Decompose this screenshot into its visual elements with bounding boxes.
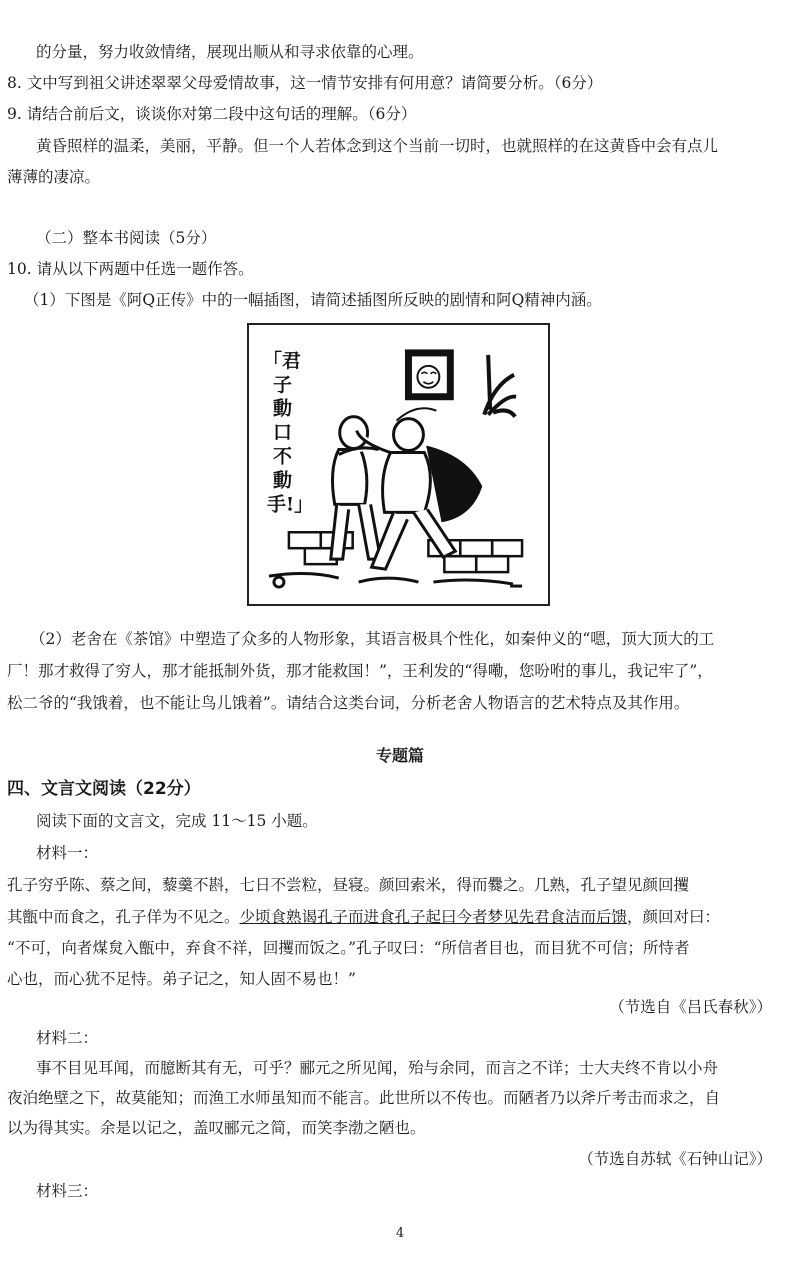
question-10-option-2: （2）老舍在《茶馆》中塑造了众多的人物形象，其语言极具个性化，如秦仲义的“嗯，顶大顶大的工 xyxy=(30,630,715,648)
material-3-label: 材料三： xyxy=(36,1182,99,1200)
caption-char: 手!」 xyxy=(266,493,314,516)
question-10-option-2-cont: 厂！那才救得了穷人，那才能抵制外货，那才能救国！”，王利发的“得嘞，您吩咐的事儿，我记牢了”， xyxy=(7,662,713,680)
caption-char: 「君 xyxy=(262,349,301,372)
material-2-text: 夜泊绝壁之下，故莫能知；而渔工水师虽知而不能言。此世所以不传也。而陋者乃以斧斤考击而求之，自 xyxy=(7,1089,721,1107)
material-2-text: 事不目见耳闻，而臆断其有无，可乎？郦元之所见闻，殆与余同，而言之不详；士大夫终不肯以小舟 xyxy=(36,1059,719,1077)
material-2-source: （节选自苏轼《石钟山记》） xyxy=(578,1150,772,1168)
caption-char: 不 xyxy=(272,445,292,468)
material-1-text: 心也，而心犹不足恃。弟子记之，知人固不易也！” xyxy=(7,970,356,988)
material-1-text: 孔子穷乎陈、蔡之间，藜羹不斟，七日不尝粒，昼寝。颜回索米，得而爨之。几熟，孔子望见颜回攫 xyxy=(7,876,690,894)
quoted-sentence-cont: 薄薄的凄凉。 xyxy=(7,168,101,186)
question-8: 8. 文中写到祖父讲述翠翠父母爱情故事，这一情节安排有何用意？请简要分析。（6分） xyxy=(7,74,603,92)
section-heading-whole-book: （二）整本书阅读（5分） xyxy=(36,229,217,247)
question-10-option-2-cont: 松二爷的“我饿着，也不能让鸟儿饿着”。请结合这类台词，分析老舍人物语言的艺术特点及其作用。 xyxy=(7,694,690,712)
text-line: 的分量，努力收敛情绪，展现出顺从和寻求依靠的心理。 xyxy=(36,43,424,61)
caption-char: 動 xyxy=(272,469,292,492)
material-1-label: 材料一： xyxy=(36,844,99,862)
material-2-label: 材料二： xyxy=(36,1029,99,1047)
instruction: 阅读下面的文言文，完成 11～15 小题。 xyxy=(36,812,318,830)
material-1-text: “不可，向者煤炱入甑中，弃食不祥，回攫而饭之。”孔子叹曰：“所信者目也，而目犹不可信；所恃者 xyxy=(7,939,690,957)
quoted-sentence: 黄昏照样的温柔，美丽，平静。但一个人若体念到这个当前一切时，也就照样的在这黄昏中会有点儿 xyxy=(36,137,719,155)
page-number: 4 xyxy=(395,1226,405,1241)
caption-char: 動 xyxy=(272,397,292,420)
part-title: 专题篇 xyxy=(375,746,424,765)
caption-char: 口 xyxy=(272,421,292,444)
caption-char: 子 xyxy=(272,373,292,396)
material-2-text: 以为得其实。余是以记之，盖叹郦元之简，而笑李渤之陋也。 xyxy=(7,1119,426,1137)
text-segment: ，颜回对曰： xyxy=(627,908,721,926)
material-1-text xyxy=(7,906,720,928)
question-9: 9. 请结合前后文，谈谈你对第二段中这句话的理解。（6分） xyxy=(7,105,417,123)
question-10-option-1: （1）下图是《阿Q正传》中的一幅插图，请简述插图所反映的剧情和阿Q精神内涵。 xyxy=(24,291,602,309)
question-10: 10. 请从以下两题中任选一题作答。 xyxy=(7,260,254,278)
section-heading-classical: 四、文言文阅读（22分） xyxy=(7,779,201,799)
illustration-drawing xyxy=(249,325,548,604)
material-1-source: （节选自《吕氏春秋》） xyxy=(609,998,772,1016)
ah-q-illustration xyxy=(247,323,550,606)
text-segment: 其甑中而食之，孔子佯为不见之。 xyxy=(7,908,240,926)
underlined-sentence: 少顷食熟谒孔子而进食孔子起曰今者梦见先君食洁而后馈 xyxy=(239,908,628,926)
